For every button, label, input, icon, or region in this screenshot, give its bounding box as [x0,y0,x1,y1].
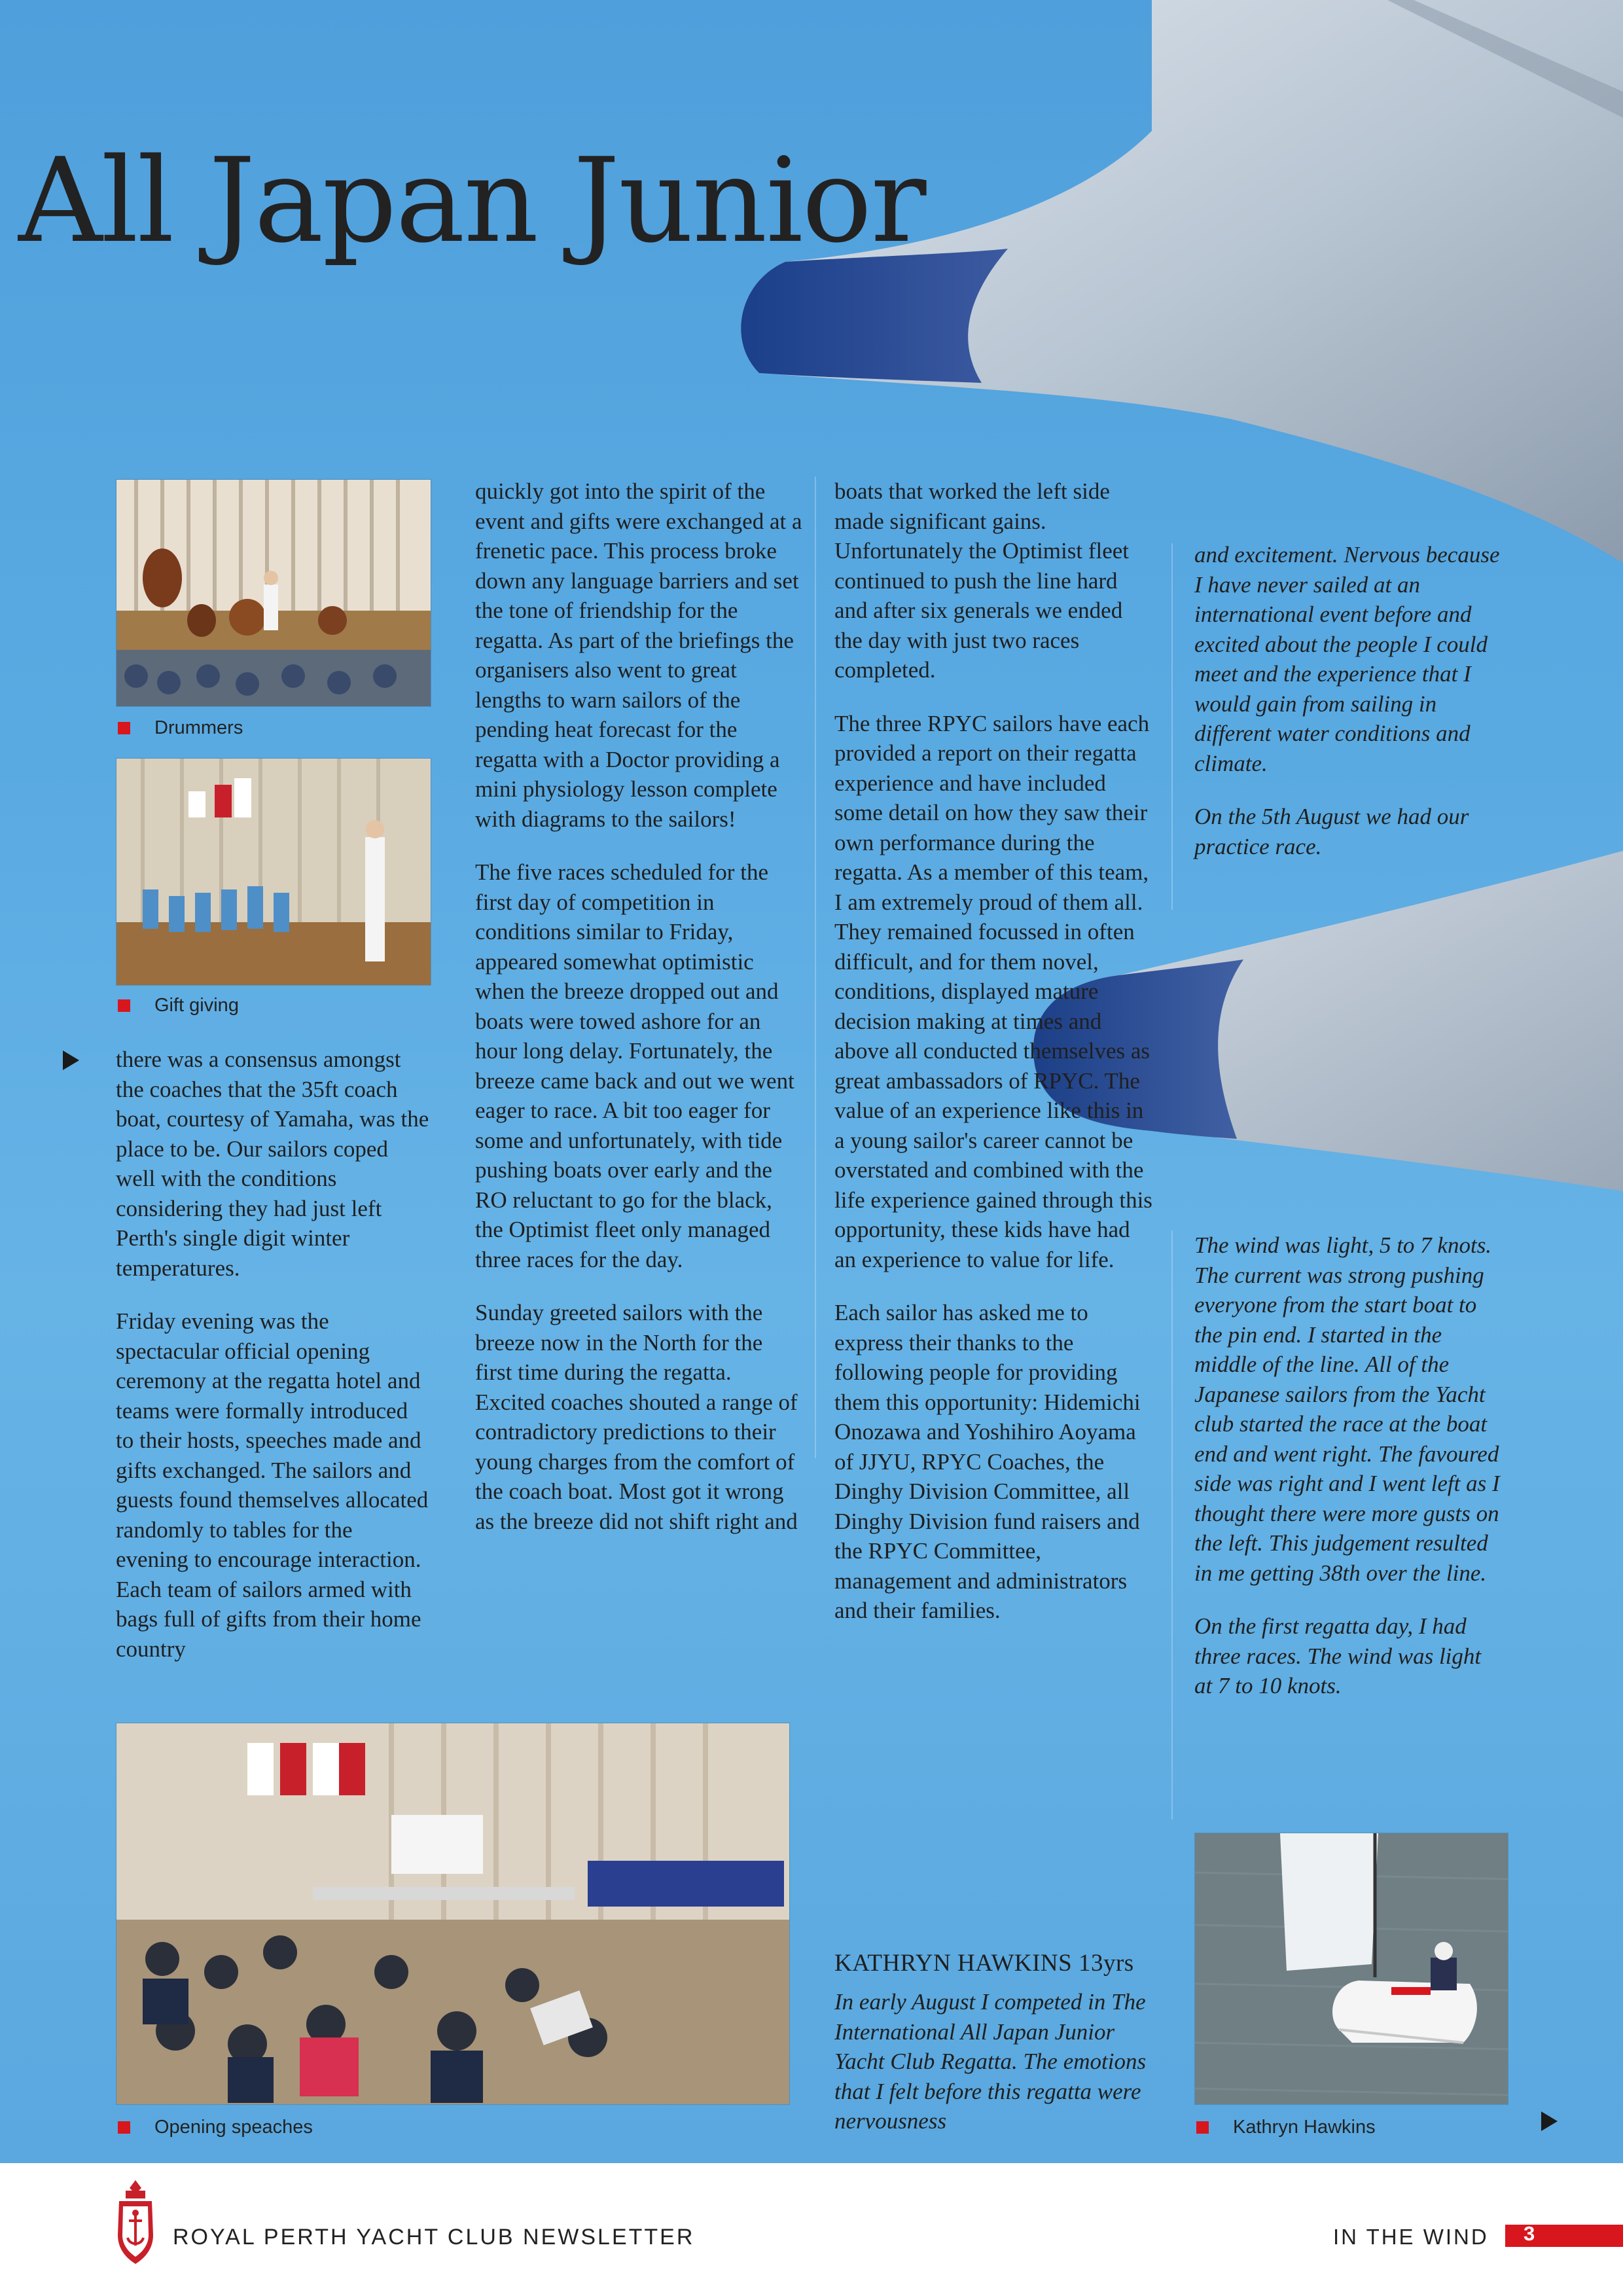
page-footer [0,2163,1623,2296]
paragraph: On the 5th August we had our practice race. [1194,804,1469,859]
column-4-top [1194,540,1502,885]
paragraph: boats that worked the left side made significant gains. Unfortunately the Optimist fleet continued to push the line hard and after six generals we ended the day with just two races completed. [834,478,1130,683]
caption-text: Gift giving [154,995,239,1016]
paragraph: In early August I competed in The International All Japan Junior Yacht Club Regatta. The emotions that I felt before this regatta were nervousness [834,1989,1147,2134]
column-divider [1171,1230,1173,1820]
drummers-photo [116,479,431,707]
paragraph: The wind was light, 5 to 7 knots. The current was strong pushing everyone from the start boat to the pin end. I started in the middle of the line. All of the Japanese sailors from the Yacht club started the race at the boat end and went right. The favoured side was right and I went left as I thought there were more gusts on the left. This judgement resulted in me getting 38th over the line. [1194,1232,1500,1586]
club-crest-icon [113,2178,158,2269]
paragraph: On the first regatta day, I had three races. The wind was light at 7 to 10 knots. [1194,1613,1482,1698]
column-3 [834,476,1155,1649]
caption-bullet [118,722,130,734]
paragraph: and excitement. Nervous because I have never sailed at an international event before and excited about the people I could meet and the experience that I would gain from sailing in different water conditions and climate. [1194,542,1500,776]
caption-drummers [118,717,243,739]
section-heading: KATHRYN HAWKINS 13yrs [834,1950,1134,1977]
paragraph: The five races scheduled for the first day of competition in conditions similar to Friday, appeared somewhat optimistic when the breeze dropped out and boats were towed ashore for an hour long delay. Fortunately, the breeze came back and out we went eager to race. A bit too eager for some and unfortunately, with tide pushing boats over early and the RO reluctant to go for the black, the Optimist fleet only managed three races for the day. [475,859,794,1272]
caption-bullet [118,2121,130,2134]
continue-arrow-icon [63,1050,79,1070]
footer-publication-name: ROYAL PERTH YACHT CLUB NEWSLETTER [173,2225,695,2250]
kathryn-hawkins-photo [1194,1833,1508,2105]
column-2 [475,476,802,1560]
paragraph: Each sailor has asked me to express their thanks to the following people for providing them this opportunity: Hidemichi Onozawa and Yoshihiro Aoyama of JJYU, RPYC Coaches, the Dinghy Division Committee, all Dinghy Division fund raisers and the RPYC Committee, management and administrators and their families. [834,1300,1141,1623]
caption-bullet [1196,2121,1209,2134]
gift-giving-photo [116,758,431,986]
paragraph: Sunday greeted sailors with the breeze now in the North for the first time during the regatta. Excited coaches shouted a range of contradictory predictions to their young charges from the comfort of the coach boat. Most got it wrong as the breeze did not shift right and [475,1300,798,1534]
footer-section-name: IN THE WIND [1333,2225,1489,2249]
page-number-box [1505,2222,1623,2247]
column-divider [1171,543,1173,910]
paragraph: Friday evening was the spectacular official opening ceremony at the regatta hotel and teams were formally introduced to their hosts, speeches made and gifts exchanged. The sailors and guests found themselves allocated randomly to tables for the evening to encourage interaction. Each team of sailors armed with bags full of gifts from their home country [116,1308,429,1662]
continue-arrow-icon [1541,2111,1558,2131]
caption-bullet [118,999,130,1012]
caption-text: Opening speaches [154,2117,313,2138]
paragraph: there was a consensus amongst the coaches that the 35ft coach boat, courtesy of Yamaha, was the place to be. Our sailors coped well with the conditions considering they had just left Perth's single digit winter temperatures. [116,1047,429,1281]
caption-gift-giving [118,995,239,1016]
column-4-bottom [1194,1230,1502,1725]
caption-text: Drummers [154,717,243,738]
paragraph: quickly got into the spirit of the event and gifts were exchanged at a frenetic pace. This process broke down any language barriers and set the tone of friendship for the regatta. As part of the briefings the organisers also went to great lengths to warn sailors of the pending heat forecast for the regatta with a Doctor providing a mini physiology lesson complete with diagrams to the sailors! [475,478,802,832]
column-1 [116,1045,430,1687]
column-divider [815,476,816,1458]
article-title: All Japan Junior [18,133,925,268]
caption-opening-speeches [118,2117,313,2138]
paragraph: The three RPYC sailors have each provided a report on their regatta experience and have included some detail on how they saw their own performance during the regatta. As a member of this team, I am extremely proud of them all. They remained focussed in often difficult, and for them novel, conditions, displayed mature decision making at times and above all conducted themselves as great ambassadors of RPYC. The value of an experience like this in a young sailor's career cannot be overstated and combined with the life experience gained through this opportunity, these kids have had an experience to value for life. [834,710,1152,1272]
page-number: 3 [1524,2222,1535,2245]
caption-text: Kathryn Hawkins [1233,2117,1376,2138]
caption-kathryn-hawkins [1196,2117,1376,2138]
opening-speeches-photo [116,1723,790,2105]
column-3-intro [834,1987,1155,2160]
